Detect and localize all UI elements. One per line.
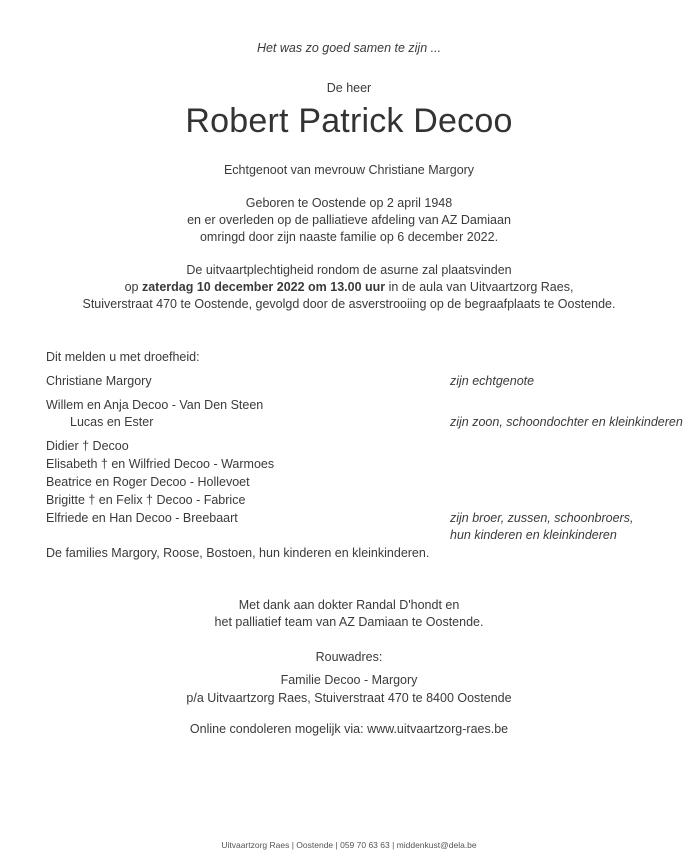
siblings-role-2: hun kinderen en kleinkinderen [450,528,617,542]
families-line: De families Margory, Roose, Bostoen, hun kinderen en kleinkinderen. [46,546,430,560]
ceremony-line-2 [0,279,698,295]
ceremony-line-1: De uitvaartplechtigheid rondom de asurne zal plaatsvinden [186,263,512,277]
address-label: Rouwadres: [315,650,383,664]
address-line-1: Familie Decoo - Margory [280,673,418,687]
ceremony-datetime: zaterdag 10 december 2022 om 13.00 uur [141,280,386,294]
spouse-role: zijn echtgenote [450,374,535,388]
siblings-role-1: zijn broer, zussen, schoonbroers, [450,511,634,525]
ceremony-prefix: op [124,280,142,294]
online-condolence: Online condoleren mogelijk via: www.uitvaartzorg-raes.be [189,722,509,736]
birth-line: Geboren te Oostende op 2 april 1948 [245,196,453,210]
grandchildren-line: Lucas en Ester [70,415,154,429]
sibling-line: Beatrice en Roger Decoo - Hollevoet [46,475,250,489]
sibling-line: Didier † Decoo [46,439,129,453]
footer: Uitvaartzorg Raes | Oostende | 059 70 63 63 | middenkust@dela.be [221,840,477,850]
spouse-name: Christiane Margory [46,374,152,388]
motto: Het was zo goed samen te zijn ... [256,41,442,55]
death-date-line: omringd door zijn naaste familie op 6 december 2022. [199,230,499,244]
death-line: en er overleden op de palliatieve afdeling van AZ Damiaan [187,213,511,227]
sibling-line: Elfriede en Han Decoo - Breebaart [46,511,238,525]
deceased-name: Robert Patrick Decoo [185,102,513,140]
son-role: zijn zoon, schoondochter en kleinkinderen [450,415,683,429]
salutation: De heer [326,81,372,95]
ceremony-location: in de aula van Uitvaartzorg Raes, [385,280,574,294]
son-line: Willem en Anja Decoo - Van Den Steen [46,398,264,412]
thanks-line-2: het palliatief team van AZ Damiaan te Oostende. [214,615,484,629]
address-line-2: p/a Uitvaartzorg Raes, Stuiverstraat 470 te 8400 Oostende [186,691,512,705]
ceremony-line-3: Stuiverstraat 470 te Oostende, gevolgd door de asverstrooiing op de begraafplaats te Oostende. [82,297,616,311]
sibling-line: Brigitte † en Felix † Decoo - Fabrice [46,493,246,507]
spouse-line: Echtgenoot van mevrouw Christiane Margory [223,163,475,177]
thanks-line-1: Met dank aan dokter Randal D'hondt en [238,598,460,612]
mourners-intro: Dit melden u met droefheid: [46,350,200,364]
sibling-line: Elisabeth † en Wilfried Decoo - Warmoes [46,457,275,471]
